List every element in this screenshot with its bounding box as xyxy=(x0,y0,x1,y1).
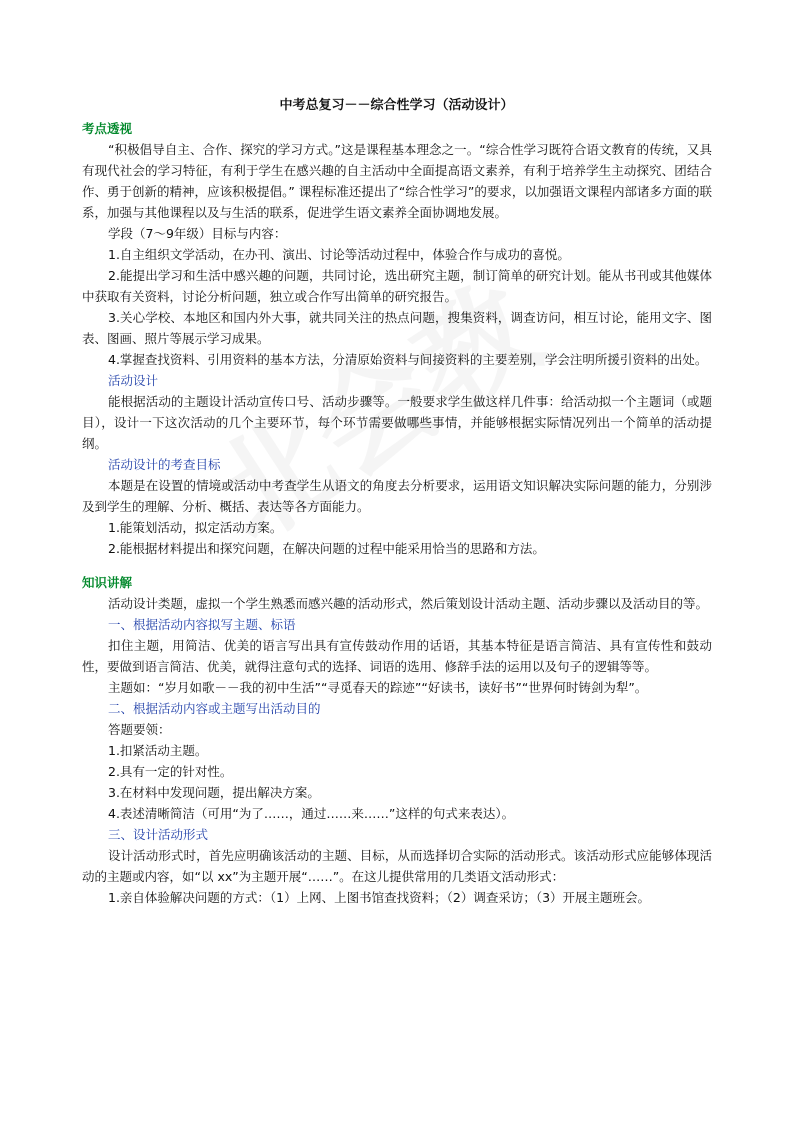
subheading-activity-design: 活动设计 xyxy=(108,373,159,388)
paragraph: 主题如：“岁月如歌－－我的初中生活”“寻觅春天的踪迹”“好读书，读好书”“世界何时铸剑为犁”。 xyxy=(108,680,648,695)
subheading-activity-form: 三、设计活动形式 xyxy=(108,827,209,842)
document-title: 中考总复习－－综合性学习（活动设计） xyxy=(279,98,514,113)
paragraph: 1.亲自体验解决问题的方式：（1）上网、上图书馆查找资料；（2）调查采访；（3）开展主题班会。 xyxy=(108,890,651,905)
list-item: 1.自主组织文学活动，在办刊、演出、讨论等活动过程中，体验合作与成功的喜悦。 xyxy=(108,247,570,262)
paragraph: 活动设计类题，虚拟一个学生熟悉而感兴趣的活动形式，然后策划设计活动主题、活动步骤以及活动目的等。 xyxy=(108,596,709,611)
subheading-theme-slogan: 一、根据活动内容拟写主题、标语 xyxy=(108,617,296,632)
paragraph: 答题要领： xyxy=(108,722,171,737)
list-item: 1.扣紧活动主题。 xyxy=(108,743,208,758)
paragraph: “积极倡导自主、合作、探究的学习方式。”这是课程基本理念之一。“综合性学习既符合语文教育的传统，又具有现代社会的学习特征，有利于学生在感兴趣的自主活动中全面提高语文素养，有利于培养学生主动探究、团结合作、勇于创新的精神，应该积极提倡。” 课程标准还提出了“综合性学习”的要求，以加强语文课程内部诸多方面的联系，加强与其他课程以及与生活的联系，促进学生语文素养全面协调地发展。 xyxy=(82,142,712,220)
subheading-assessment-goals: 活动设计的考查目标 xyxy=(108,457,221,472)
section-heading-kaodian: 考点透视 xyxy=(82,121,133,136)
list-item: 3.在材料中发现问题，提出解决方案。 xyxy=(108,785,320,800)
section-heading-zhishi: 知识讲解 xyxy=(82,575,133,590)
list-item: 2.能根据材料提出和探究问题，在解决问题的过程中能采用恰当的思路和方法。 xyxy=(108,541,545,556)
paragraph: 学段（7～9年级）目标与内容： xyxy=(108,226,287,241)
list-item: 1.能策划活动，拟定活动方案。 xyxy=(108,520,283,535)
paragraph: 能根据活动的主题设计活动宣传口号、活动步骤等。一般要求学生做这样几件事：给活动拟一个主题词（或题目），设计一下这次活动的几个主要环节，每个环节需要做哪些事情，并能够根据实际情况列出一个简单的活动提纲。 xyxy=(82,394,712,451)
list-item: 4.表述清晰简洁（可用“为了……，通过……来……”这样的句式来表达）。 xyxy=(108,806,515,821)
list-item: 2.能提出学习和生活中感兴趣的问题，共同讨论，选出研究主题，制订简单的研究计划。能从书刊或其他媒体中获取有关资料，讨论分析问题，独立或合作写出简单的研究报告。 xyxy=(82,268,712,304)
paragraph: 扣住主题，用简洁、优美的语言写出具有宣传鼓动作用的话语，其基本特征是语言简洁、具有宣传性和鼓动性，要做到语言简洁、优美，就得注意句式的选择、词语的选用、修辞手法的运用以及句子的逻辑等等。 xyxy=(82,638,712,674)
list-item: 3.关心学校、本地区和国内外大事，就共同关注的热点问题，搜集资料，调查访问，相互讨论，能用文字、图表、图画、照片等展示学习成果。 xyxy=(82,310,712,346)
list-item: 2.具有一定的针对性。 xyxy=(108,764,233,779)
subheading-activity-purpose: 二、根据活动内容或主题写出活动目的 xyxy=(108,701,321,716)
document-body xyxy=(82,118,712,908)
paragraph: 设计活动形式时，首先应明确该活动的主题、目标，从而选择切合实际的活动形式。该活动形式应能够体现活动的主题或内容，如“以 xx”为主题开展“……”。在这儿提供常用的几类语文活动形式： xyxy=(82,848,712,884)
list-item: 4.掌握查找资料、引用资料的基本方法，分清原始资料与间接资料的主要差别，学会注明所援引资料的出处。 xyxy=(108,352,708,367)
paragraph: 本题是在设置的情境或活动中考查学生从语文的角度去分析要求，运用语文知识解决实际问题的能力，分别涉及到学生的理解、分析、概括、表达等各方面能力。 xyxy=(82,478,712,514)
